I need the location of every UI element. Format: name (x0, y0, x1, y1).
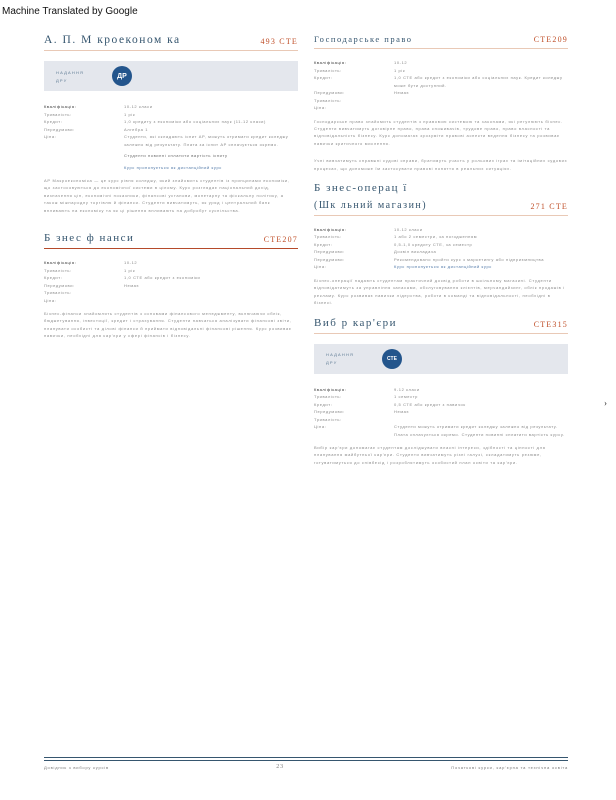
info-value (394, 104, 568, 112)
info-value: 1,0 кредиту з економіки або соціальних наук (11-12 класи) (124, 119, 266, 124)
info-row (314, 74, 568, 89)
course-code: СТЕ207 (263, 235, 298, 245)
section-header (314, 317, 568, 333)
info-label: Кредит: (314, 75, 333, 80)
info-value (394, 97, 568, 105)
dual-credit-line-1: НАДАННЯ (56, 69, 85, 75)
cte-credit-line-2: ДРУ (326, 360, 338, 366)
info-label: Тривалість: (314, 97, 342, 103)
info-label: Кредит: (314, 241, 333, 247)
info-row (314, 89, 568, 97)
info-label: Ціна: (314, 264, 327, 270)
info-label: Передумови: (314, 256, 345, 262)
dual-credit-badge-icon: ДР (112, 66, 132, 86)
info-label: Тривалість: (314, 416, 342, 422)
course-info-table (44, 103, 298, 171)
info-row (44, 111, 298, 119)
footer-rule-top (44, 757, 568, 758)
info-row (44, 274, 298, 282)
info-label: Кваліфікація: (44, 104, 77, 109)
info-label: Передумови: (314, 409, 345, 415)
info-row (314, 59, 568, 67)
info-value (124, 297, 298, 305)
course-subtitle: (Шк льний магазин) (314, 199, 428, 211)
info-label: Кредит: (44, 119, 63, 124)
info-value: Студенти можуть отримати кредит коледжу залежно від результату. Плата сплачується окремо. Студенти повинні сплатити вартість курсу. (394, 424, 565, 437)
course-code: СТЕ315 (533, 319, 568, 329)
section-header (314, 34, 568, 48)
info-value: 10-12 класи (124, 104, 153, 109)
info-row (314, 423, 568, 438)
info-label: Передумови: (314, 90, 345, 95)
course-info-table (44, 259, 298, 304)
info-label: Ціна: (44, 134, 57, 139)
info-value: 1,0 СТЕ або кредит з економіки або соціальних наук. Кредит коледжу може бути доступний. (394, 75, 563, 88)
info-row (314, 416, 568, 424)
course-business-operations (314, 182, 568, 307)
info-row (314, 67, 568, 75)
info-value: Алгебра 1 (124, 126, 149, 132)
dual-credit-text (56, 70, 112, 83)
page-edge-mark: › (604, 398, 607, 408)
info-label: Тривалість: (314, 67, 342, 73)
info-row (44, 126, 298, 134)
info-label: Тривалість: (44, 111, 72, 117)
distance-course-link[interactable]: Курс пропонується як дистанційний курс (124, 164, 222, 170)
info-row (44, 289, 298, 297)
info-row (44, 133, 298, 171)
info-label: Ціна: (314, 424, 327, 430)
dual-credit-box (44, 61, 298, 91)
section-header (44, 34, 298, 50)
info-row (44, 297, 298, 305)
info-label: Передумови: (44, 282, 75, 288)
info-value (124, 289, 298, 297)
info-value: 1 рік (394, 67, 406, 73)
info-row (44, 267, 298, 275)
cte-credit-box (314, 344, 568, 374)
course-info-table (314, 226, 568, 271)
footer-rules (44, 757, 568, 761)
info-label: Кваліфікація: (314, 386, 347, 392)
info-label: Ціна: (44, 297, 57, 303)
info-row (314, 401, 568, 409)
info-row (314, 408, 568, 416)
dual-credit-line-2: ДРУ (56, 77, 68, 83)
info-value: 0,5-1,0 кредиту СТЕ, за семестр (394, 241, 473, 247)
info-value: 1,0 СТЕ або кредит з економіки (124, 275, 201, 281)
footer-right-text: Початкові курси, кар'єрна та технічна освіта (451, 764, 568, 770)
info-row (314, 97, 568, 105)
course-title: Господарське право (314, 34, 413, 44)
course-title: Б знес ф нанси (44, 232, 135, 245)
info-value: 1 рік (124, 111, 136, 117)
section-rule (314, 48, 568, 49)
info-row (314, 248, 568, 256)
info-value: Рекомендовано пройти курс з маркетингу або підприємництва (394, 256, 545, 262)
course-code: 271 СТЕ (530, 201, 568, 211)
info-label: Тривалість: (314, 234, 342, 240)
info-label: Передумови: (314, 249, 345, 255)
fee-note: Студенти повинні сплатити вартість іспиту (124, 153, 228, 158)
info-value: 1 рік (124, 267, 136, 273)
info-row (314, 241, 568, 249)
info-row (314, 104, 568, 112)
info-value: 1 або 2 семестри, за погодженням (394, 234, 478, 240)
info-value: 10-12 (124, 260, 138, 266)
cte-badge-icon: СТЕ (382, 349, 402, 369)
course-description: Вибір кар'єри допомагає студентам досліджувати власні інтереси, здібності та цінності для планування майбутньої кар'єри. Студенти вивчатимуть різні галузі, складатимуть резюме, готуватимуться до співбесід і розроблятимуть особистий план освіти та кар'єри. (314, 445, 546, 465)
info-label: Тривалість: (314, 394, 342, 400)
info-value: 0,5 СТЕ або кредит з навичок (394, 401, 466, 407)
course-title: А. П. М кроеконом ка (44, 34, 181, 46)
info-value: 10-12 (394, 60, 408, 65)
subtitle-row (314, 194, 568, 215)
left-column (44, 34, 298, 350)
course-info-table (314, 386, 568, 439)
course-description-extra: Учні вивчатимуть справжні судові справи, братимуть участь у рольових іграх та імітаційних судових процесах, що допоможе їм застосувати правові поняття в реальних ситуаціях. (314, 158, 568, 171)
section-header (314, 182, 568, 215)
info-label: Кваліфікація: (314, 60, 347, 65)
info-row (44, 282, 298, 290)
machine-translation-banner: Machine Translated by Google (2, 6, 138, 17)
info-row (44, 259, 298, 267)
info-value: Немає (394, 90, 410, 95)
distance-course-link[interactable]: Курс пропонується як дистанційний курс (394, 264, 492, 270)
course-code: 493 СТЕ (260, 37, 298, 46)
section-rule (314, 333, 568, 334)
page-number: 23 (276, 764, 284, 770)
info-label: Передумови: (44, 126, 75, 132)
info-label: Тривалість: (44, 267, 72, 273)
info-row (314, 256, 568, 264)
info-value: 9-12 класи (394, 386, 420, 392)
info-row (314, 393, 568, 401)
info-value: 10-12 класи (394, 226, 423, 232)
info-label: Кваліфікація: (314, 226, 347, 232)
course-business-law (314, 34, 568, 172)
course-description: Бізнес-фінанси знайомлять студентів з основами фінансового менеджменту, включаючи облік, бюджетування, інвестиції, кредит і страхування. Студенти навчаться аналізувати фінансові звіти, планувати особисті та ділові фінанси й приймати відповідальні фінансові рішення. Курс розвиває навички, необхідні для кар'єри у сфері фінансів і бізнесу. (44, 311, 292, 339)
info-label: Кредит: (44, 275, 63, 281)
section-rule (44, 50, 298, 51)
info-label: Ціна: (314, 105, 327, 110)
info-row (44, 118, 298, 126)
info-value: 1 семестр (394, 394, 418, 400)
info-row (314, 233, 568, 241)
course-title: Виб р кар'єри (314, 316, 397, 329)
info-row (314, 226, 568, 234)
info-label: Кредит: (314, 401, 333, 407)
course-description: AP Макроекономіка — це курс рівня коледжу, який знайомить студентів із принципами економіки, що застосовуються до економічної системи в цілому. Курс розглядає національний дохід, визначення цін, економічні показники, фінансові установи, монетарну та фіскальну політику, а також міжнародну торгівлю й фінанси. Студенти вивчатимуть, як уряд і центральний банк впливають на економіку та як ці рішення впливають на добробут суспільства. (44, 178, 290, 213)
footer-left-text: Довідник з вибору курсів (44, 764, 109, 770)
section-rule (314, 215, 568, 216)
info-value: Дозвіл викладача (394, 249, 437, 255)
footer-rule-bottom (44, 760, 568, 761)
course-career-choices (314, 317, 568, 467)
info-row (314, 386, 568, 394)
section-rule (44, 248, 298, 249)
right-column (314, 34, 568, 476)
course-info-table (314, 59, 568, 112)
course-ap-macroeconomics (44, 34, 298, 214)
info-value: Немає (124, 282, 140, 288)
info-label: Кваліфікація: (44, 260, 77, 266)
cte-credit-text (326, 352, 382, 365)
course-description: Господарське право знайомить студентів з правовою системою та законами, які регулюють бізнес. Студенти вивчатимуть договірне право, права споживачів, трудове право, право власності та відповідальність бізнесу. Курс допомагає зрозуміти правові аспекти ведення бізнесу та розвиває навички критичного мислення. (314, 118, 563, 146)
info-value-group (124, 133, 298, 171)
info-label: Тривалість: (44, 290, 72, 296)
info-value-group (394, 263, 568, 271)
info-row (44, 103, 298, 111)
page-footer (44, 764, 568, 770)
course-description: Бізнес-операції надають студентам практичний досвід роботи в шкільному магазині. Студенти відповідатимуть за управління запасами, обслуговування клієнтів, мерчандайзинг, облік продажів і рекламу. Курс розвиває навички лідерства, роботи в команді та відповідальності, необхідні в бізнесі. (314, 277, 565, 306)
course-business-finance (44, 232, 298, 340)
info-row (314, 263, 568, 271)
course-code: СТЕ209 (533, 35, 568, 44)
info-value (394, 416, 568, 424)
section-header (44, 232, 298, 248)
info-value: Немає (394, 409, 410, 415)
cte-credit-line-1: НАДАННЯ (326, 352, 355, 358)
info-value: Студенти, які складають іспит AP, можуть отримати кредит коледжу залежно від результату. Плата за іспит AP сплачується окремо. (124, 134, 289, 147)
course-title: Б знес-операц ї (314, 181, 408, 194)
